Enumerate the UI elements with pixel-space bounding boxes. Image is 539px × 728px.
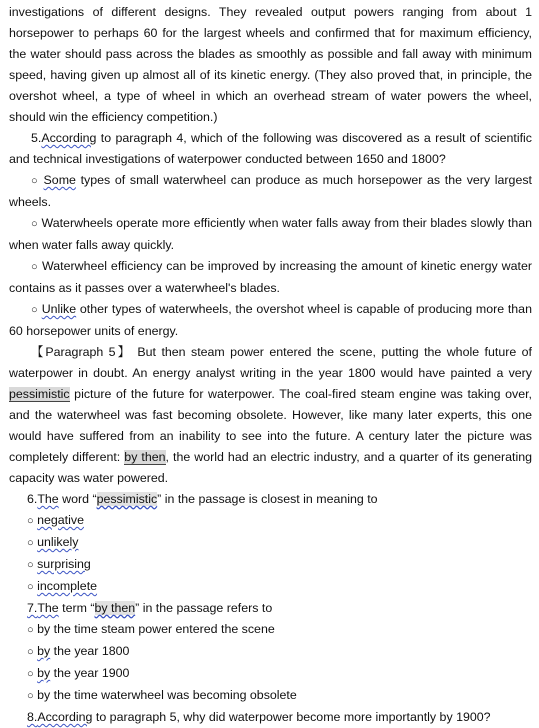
q7-option-1[interactable]: ○ by the time steam power entered the scene [27, 622, 275, 636]
radio-circle-icon: ○ [27, 537, 34, 549]
q5-option-3[interactable]: ○ Waterwheel efficiency can be improved by increasing the amount of kinetic energy water contains as it passes over a waterwheel's blades. [9, 259, 532, 295]
radio-circle-icon: ○ [31, 218, 38, 230]
q6-highlight-word: pessimistic [96, 492, 158, 506]
q5-number: 5. [31, 131, 42, 145]
q7-highlight-word: by then [94, 601, 136, 615]
q6-option-1[interactable]: ○ negative [27, 513, 84, 527]
radio-circle-icon: ○ [27, 646, 34, 658]
question-6: 6.The word “pessimistic” in the passage is closest in meaning to [27, 492, 378, 506]
radio-circle-icon: ○ [27, 668, 34, 680]
radio-circle-icon: ○ [31, 304, 38, 316]
paragraph-5-label: 【Paragraph 5】 [31, 345, 132, 359]
question-5 [9, 128, 532, 170]
question-8: 8.According to paragraph 5, why did waterpower become more importantly by 1900? [27, 710, 491, 724]
radio-circle-icon: ○ [31, 261, 39, 273]
paragraph-4-end: investigations of different designs. They revealed output powers ranging from about 1 horsepower to perhaps 60 for the largest wheels and confirmed that for maximum efficiency, the water should pass across the blades as smoothly as possible and fall away with minimum speed, having given up almost all of its kinetic energy. (They also proved that, in principle, the overshot wheel, a type of wheel in which an overhead stream of water powers the wheel, should win the efficiency competition.) [9, 5, 532, 124]
radio-circle-icon: ○ [27, 581, 34, 593]
paragraph-5: 【Paragraph 5】 But then steam power entered the scene, putting the whole future of waterpower in doubt. An energy analyst writing in the year 1800 would have painted a very pessimistic picture of the future for waterpower. The coal-fired steam engine was taking over, and the waterwheel was fast becoming obsolete. However, like many later experts, this one would have suffered from an inability to see into the future. A century later the picture was completely different: by then, the world had an electric industry, and a quarter of its generating capacity was water powered. [9, 345, 532, 485]
question-7: 7.The term “by then” in the passage refers to [27, 601, 273, 615]
radio-circle-icon: ○ [31, 175, 39, 187]
q5-option-4[interactable]: ○ Unlike other types of waterwheels, the overshot wheel is capable of producing more than 60 horsepower units of energy. [9, 302, 532, 338]
radio-circle-icon: ○ [27, 624, 34, 636]
q6-option-4[interactable]: ○ incomplete [27, 579, 98, 593]
radio-circle-icon: ○ [27, 559, 34, 571]
highlight-by-then[interactable]: by then [124, 450, 166, 464]
q5-option-1[interactable]: ○ Some types of small waterwheel can produce as much horsepower as the very largest wheels. [9, 173, 532, 209]
q5-option-2[interactable]: ○ Waterwheels operate more efficiently when water falls away from their blades slowly than when water falls away quickly. [9, 216, 532, 252]
radio-circle-icon: ○ [27, 690, 34, 702]
q7-option-4[interactable]: ○ by the time waterwheel was becoming obsolete [27, 688, 297, 702]
radio-circle-icon: ○ [27, 515, 34, 527]
q6-option-3[interactable]: ○ surprising [27, 557, 91, 571]
q7-option-3[interactable]: ○ by the year 1900 [27, 666, 130, 680]
q6-option-2[interactable]: ○ unlikely [27, 535, 79, 549]
q7-option-2[interactable]: ○ by the year 1800 [27, 644, 130, 658]
highlight-pessimistic[interactable]: pessimistic [9, 387, 70, 401]
q5-lead: According [41, 131, 97, 145]
q5-text: to paragraph 4, which of the following was discovered as a result of scientific and technical investigations of waterpower conducted between 1650 and 1800? [9, 131, 532, 166]
